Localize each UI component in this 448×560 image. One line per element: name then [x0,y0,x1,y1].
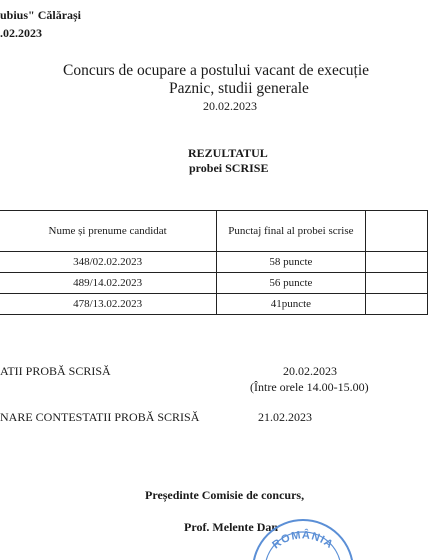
candidate-cell: 489/14.02.2023 [0,273,216,294]
results-table [0,210,428,315]
organization-name: ubius" Călărași [0,8,82,22]
candidate-cell: 478/13.02.2023 [0,294,216,315]
submission-hours: (Între orele 14.00-15.00) [250,380,369,394]
committee-role: Președinte Comisie de concurs, [145,488,305,502]
table-header-row [0,211,428,252]
score-cell: 41puncte [216,294,365,315]
results-date: 21.02.2023 [258,410,312,424]
table-row [0,252,428,273]
result-subtitle: probei SCRISE [189,161,269,175]
submission-date: 20.02.2023 [283,364,337,378]
document-date: .02.2023 [0,26,42,40]
submission-label: ATII PROBĂ SCRISĂ [0,364,111,378]
position-name: Paznic, studii generale [169,80,309,97]
stamp-text: ROMÂNIA [270,529,336,552]
committee-president-name: Prof. Melente Dan [184,520,279,534]
official-stamp [248,508,358,560]
score-cell: 58 puncte [216,252,365,273]
results-label: NARE CONTESTATII PROBĂ SCRISĂ [0,410,200,424]
column-header-score: Punctaj final al probei scrise [216,211,365,252]
result-title: REZULTATUL [188,146,268,160]
table-row [0,273,428,294]
column-header-candidate: Nume și prenume candidat [0,211,216,252]
contest-title: Concurs de ocupare a postului vacant de execuție [63,62,370,79]
score-cell: 56 puncte [216,273,365,294]
contest-date: 20.02.2023 [203,99,257,113]
candidate-cell: 348/02.02.2023 [0,252,216,273]
table-row [0,294,428,315]
